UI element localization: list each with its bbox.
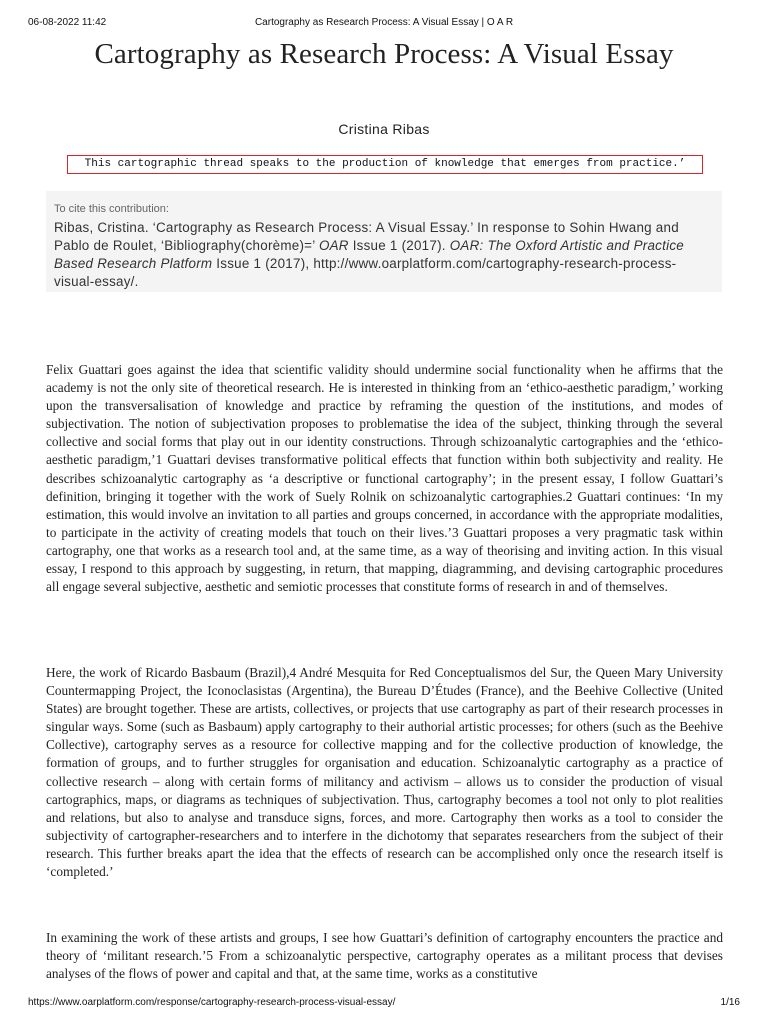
article-author: Cristina Ribas: [338, 121, 430, 137]
pull-quote: This cartographic thread speaks to the production of knowledge that emerges from practice.’: [67, 155, 703, 174]
print-url[interactable]: https://www.oarplatform.com/response/cartography-research-process-visual-essay/: [28, 997, 396, 1008]
print-header: [28, 17, 740, 31]
article-title: Cartography as Research Process: A Visual Essay: [94, 38, 674, 70]
citation-part: Issue 1 (2017).: [348, 238, 450, 253]
print-footer: [28, 997, 740, 1011]
body-paragraph-2: Here, the work of Ricardo Basbaum (Brazil),4 André Mesquita for Red Conceptualismos del Sur, the Queen Mary University Countermapping Project, the Iconoclasistas (Argentina), the Bureau D’Études (France), and the Beehive Collective (United States) are brought together. These are artists, collectives, or projects that use cartography as part of their research processes in singular ways. Some (such as Basbaum) apply cartography to their authorial artistic processes; for others (such as the Beehive Collective), cartography serves as a resource for collective mapping and for the collective production of knowledge, the formation of groups, and to further struggles for organisation and education. Schizoanalytic cartography as a practice of collective research – along with certain forms of militancy and activism – allows us to consider the production of visual cartographics, maps, or diagrams as techniques of subjectivation. Thus, cartography becomes a tool not only to plot realities and relations, but also to analyse and transduce signs, forces, and more. Cartography then works as a tool to consider the subjectivity of cartographer-researchers and to interfere in the dichotomy that separates researchers from the subject of their research. This further breaks apart the idea that the effects of research can be accomplished only once the research itself is ‘completed.’: [46, 665, 723, 880]
citation-label: To cite this contribution:: [54, 203, 169, 215]
body-paragraph-3: In examining the work of these artists and groups, I see how Guattari’s definition of cartography encounters the practice and theory of ‘militant research.’5 From a schizoanalytic perspective, cartography operates as a militant process that devises analyses of the flows of power and capital and that, at the same time, works as a constitutive: [46, 930, 723, 982]
print-page-number: 1/16: [720, 997, 740, 1008]
citation-platform: OAR: The Oxford Artistic and Practice Based Research Platform: [54, 238, 684, 271]
citation-journal: OAR: [318, 238, 349, 253]
print-page-title: Cartography as Research Process: A Visual Essay | O A R: [254, 17, 514, 28]
citation-url[interactable]: Issue 1 (2017), http://www.oarplatform.com/cartography-research-process-visual-essay/.: [54, 256, 677, 289]
body-paragraph-1: Felix Guattari goes against the idea that scientific validity should undermine social functionality when he affirms that the academy is not the only site of theoretical research. He is interested in thinking from an ‘ethico-aesthetic paradigm,’ working upon the transversalisation of knowledge and practice by reframing the question of the institutions, and modes of subjectivation. The notion of subjectivation proposes to problematise the idea of the subject, thinking through the several collective and social forms that play out in our identity constructions. Through schizoanalytic cartographies and the ‘ethico-aesthetic paradigm,’1 Guattari devises transformative political effects that function within both subjectivity and reality. He describes schizoanalytic cartography as ‘a descriptive or functional cartography’; in the present essay, I follow Guattari’s definition, bringing it together with the work of Suely Rolnik on schizoanalytic cartographies.2 Guattari continues: ‘In my estimation, this would involve an invitation to all parties and groups concerned, in accordance with the appropriate modalities, to participate in the activity of creating models that touch on their lives.’3 Guattari proposes a very pragmatic task within cartography, one that works as a research tool and, at the same time, as a way of theorising and inviting action. In this visual essay, I respond to this approach by suggesting, in return, that mapping, diagramming, and devising cartographic procedures all engage several subjective, aesthetic and semiotic processes that constitute forms of research in and of themselves.: [46, 362, 723, 595]
citation-box: [46, 191, 722, 292]
citation-text: [54, 219, 714, 291]
citation-part: Ribas, Cristina. ‘Cartography as Research Process: A Visual Essay.’ In response to Sohin Hwang and Pablo de Roulet, ‘Bibliography(chorème)=’: [54, 220, 679, 253]
print-datetime: 06-08-2022 11:42: [28, 17, 107, 28]
